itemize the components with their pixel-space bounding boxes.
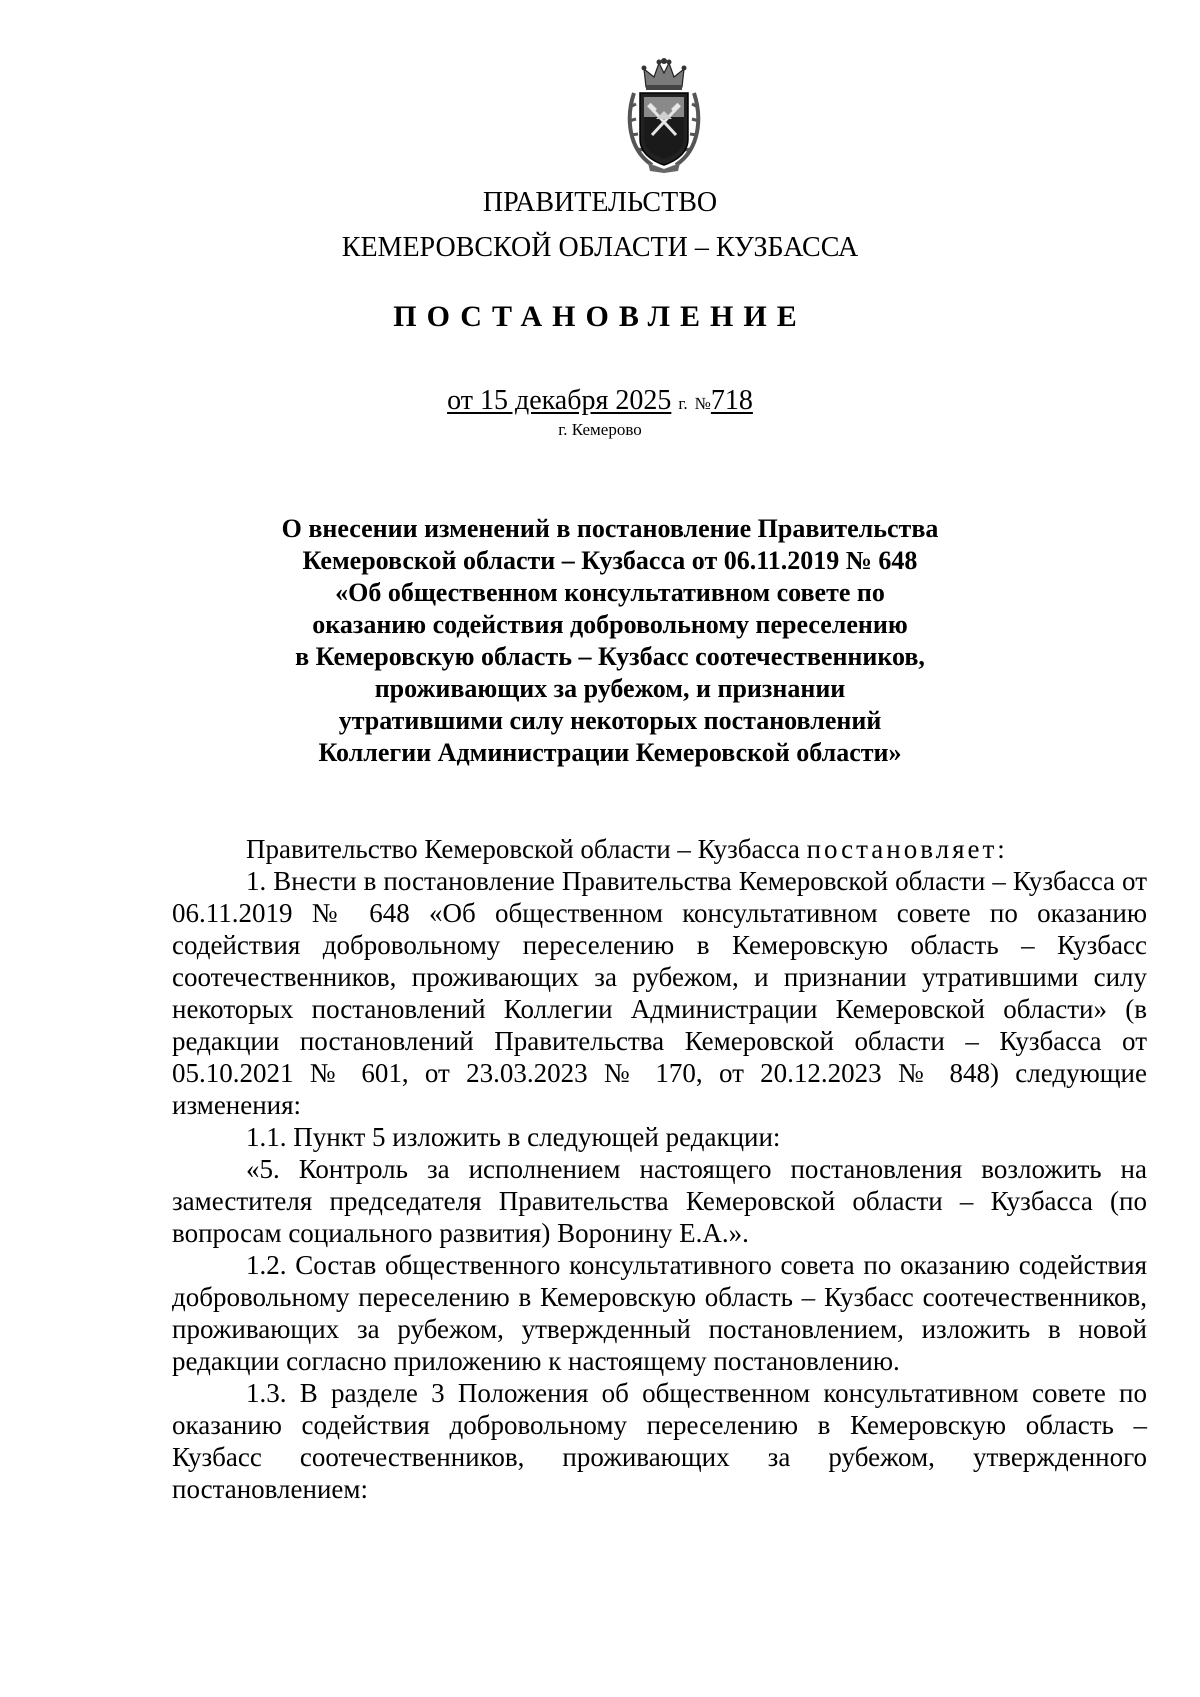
title-line: оказанию содействия добровольному переселению [312,610,908,639]
document-title [230,513,990,769]
title-line: проживающих за рубежом, и признании [374,674,846,703]
number-sign: № [694,394,711,413]
document-body [172,833,1147,1505]
paragraph-1: 1. Внести в постановление Правительства Кемеровской области – Кузбасса от 06.11.2019 № 648 «Об общественном консультативном совете по оказанию содействия добровольному переселению в Кемеровскую область – Кузбасс соотечественников, проживающих за рубежом, и признании утратившими силу некоторых постановлений Коллегии Администрации Кемеровской области» (в редакции постановлений Правительства Кемеровской области – Кузбасса от 05.10.2021 № 601, от 23.03.2023 № 170, от 20.12.2023 № 848) следующие изменения: [172,866,1147,1120]
title-line: Кемеровской области – Кузбасса от 06.11.2019 № 648 [302,546,918,575]
paragraph-1-3: 1.3. В разделе 3 Положения об общественном консультативном совете по оказанию содействия добровольному переселению в Кемеровскую область – Кузбасс соотечественников, проживающих за рубежом, утвержденного постановлением: [172,1378,1147,1504]
intro-paragraph [172,833,1147,865]
intro-text: Правительство Кемеровской области – Кузбасса [246,834,800,864]
title-line: в Кемеровскую область – Кузбасс соотечественников, [295,642,925,671]
document-type-heading: ПОСТАНОВЛЕНИЕ [393,300,807,333]
title-line: «Об общественном консультативном совете по [335,578,885,607]
document-date: от 15 декабря 2025 [447,385,672,416]
year-suffix: г. [678,394,688,413]
title-line: утратившими силу некоторых постановлений [338,706,882,735]
document-number: 718 [710,385,753,416]
title-line: О внесении изменений в постановление Правительства [281,514,939,543]
issue-city: г. Кемерово [558,420,642,439]
title-line: Коллегии Администрации Кемеровской области» [318,738,902,767]
coat-of-arms-icon [622,57,706,173]
date-number-line [0,385,1200,420]
paragraph-1-2: 1.2. Состав общественного консультативного совета по оказанию содействия добровольному переселению в Кемеровскую область – Кузбасс соотечественников, проживающих за рубежом, утвержденный постановлением, изложить в новой редакции согласно приложению к настоящему постановлению. [172,1250,1147,1376]
government-name-line-2: КЕМЕРОВСКОЙ ОБЛАСТИ – КУЗБАССА [341,232,859,263]
government-name-line-1: ПРАВИТЕЛЬСТВО [482,187,718,218]
intro-decree-word: постановляет: [806,834,1008,864]
paragraph-quote-5: «5. Контроль за исполнением настоящего постановления возложить на заместителя председателя Правительства Кемеровской области – Кузбасса (по вопросам социального развития) Воронину Е.А.». [172,1154,1147,1248]
paragraph-1-1: 1.1. Пункт 5 изложить в следующей редакции: [246,1122,781,1152]
